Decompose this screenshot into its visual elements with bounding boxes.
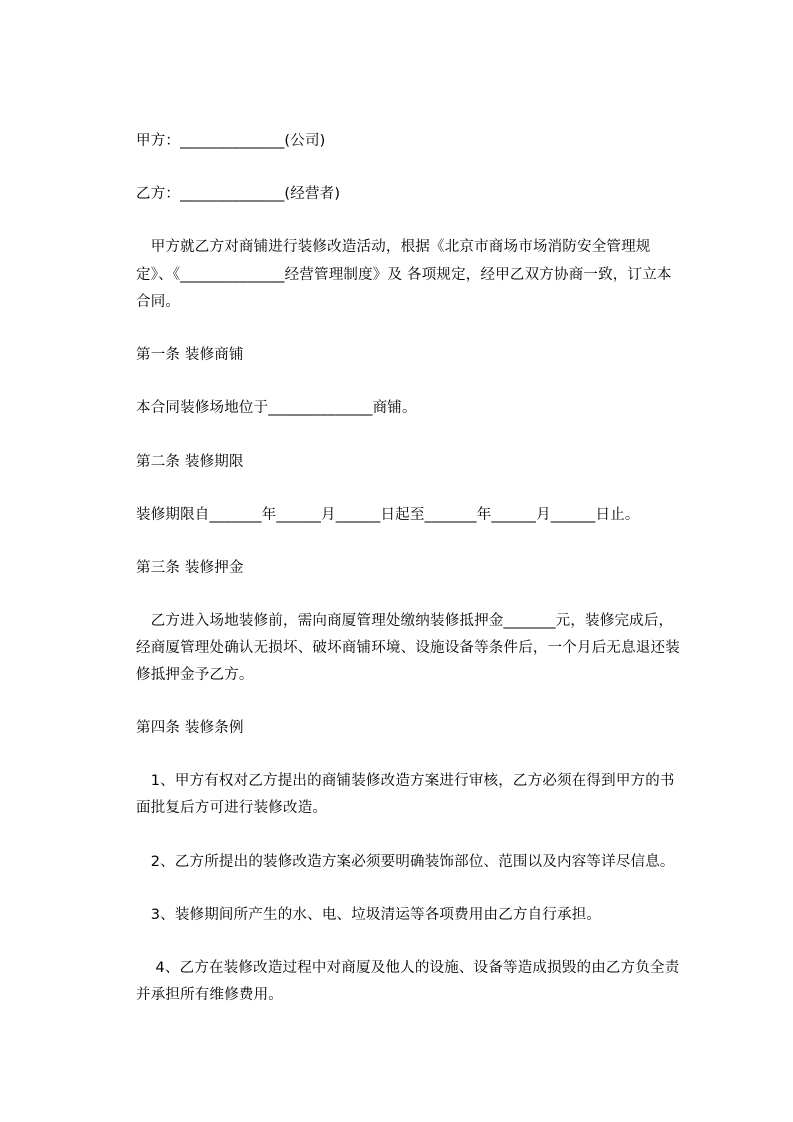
- article-4-item-1-line-1: 1、甲方有权对乙方提出的商铺装修改造方案进行审核，乙方必须在得到甲方的书: [136, 773, 675, 789]
- party-b-line: 乙方：______________(经营者): [136, 186, 341, 202]
- article-3-body-line-3: 修抵押金予乙方。: [136, 667, 254, 683]
- article-1-body: 本合同装修场地位于______________商铺。: [136, 400, 417, 416]
- article-4-title: 第四条 装修条例: [136, 720, 244, 736]
- party-a-line: 甲方：______________(公司): [136, 133, 326, 149]
- intro-line-3: 合同。: [136, 294, 181, 310]
- article-1-title: 第一条 装修商铺: [136, 347, 244, 363]
- article-3-title: 第三条 装修押金: [136, 560, 244, 576]
- intro-line-2: 定》、《______________经营管理制度》及 各项规定，经甲乙双方协商一致，订立本: [136, 267, 672, 283]
- intro-line-1: 甲方就乙方对商铺进行装修改造活动，根据《北京市商场市场消防安全管理规: [136, 239, 651, 255]
- article-4-item-2: 2、乙方所提出的装修改造方案必须要明确装饰部位、范围以及内容等详尽信息。: [136, 854, 675, 870]
- article-4-item-4-line-1: 4、乙方在装修改造过程中对商厦及他人的设施、设备等造成损毁的由乙方负全责: [136, 960, 680, 976]
- article-2-title: 第二条 装修期限: [136, 454, 244, 470]
- article-4-item-3: 3、装修期间所产生的水、电、垃圾清运等各项费用由乙方自行承担。: [136, 907, 602, 923]
- article-3-body-line-1: 乙方进入场地装修前，需向商厦管理处缴纳装修抵押金_______元，装修完成后，: [136, 613, 674, 629]
- article-2-body: 装修期限自_______年______月______日起至_______年______月______日止。: [136, 507, 640, 523]
- article-4-item-4-line-2: 并承担所有维修费用。: [136, 987, 283, 1003]
- article-3-body-line-2: 经商厦管理处确认无损坏、破坏商铺环境、设施设备等条件后，一个月后无息退还装: [136, 640, 680, 656]
- article-4-item-1-line-2: 面批复后方可进行装修改造。: [136, 800, 328, 816]
